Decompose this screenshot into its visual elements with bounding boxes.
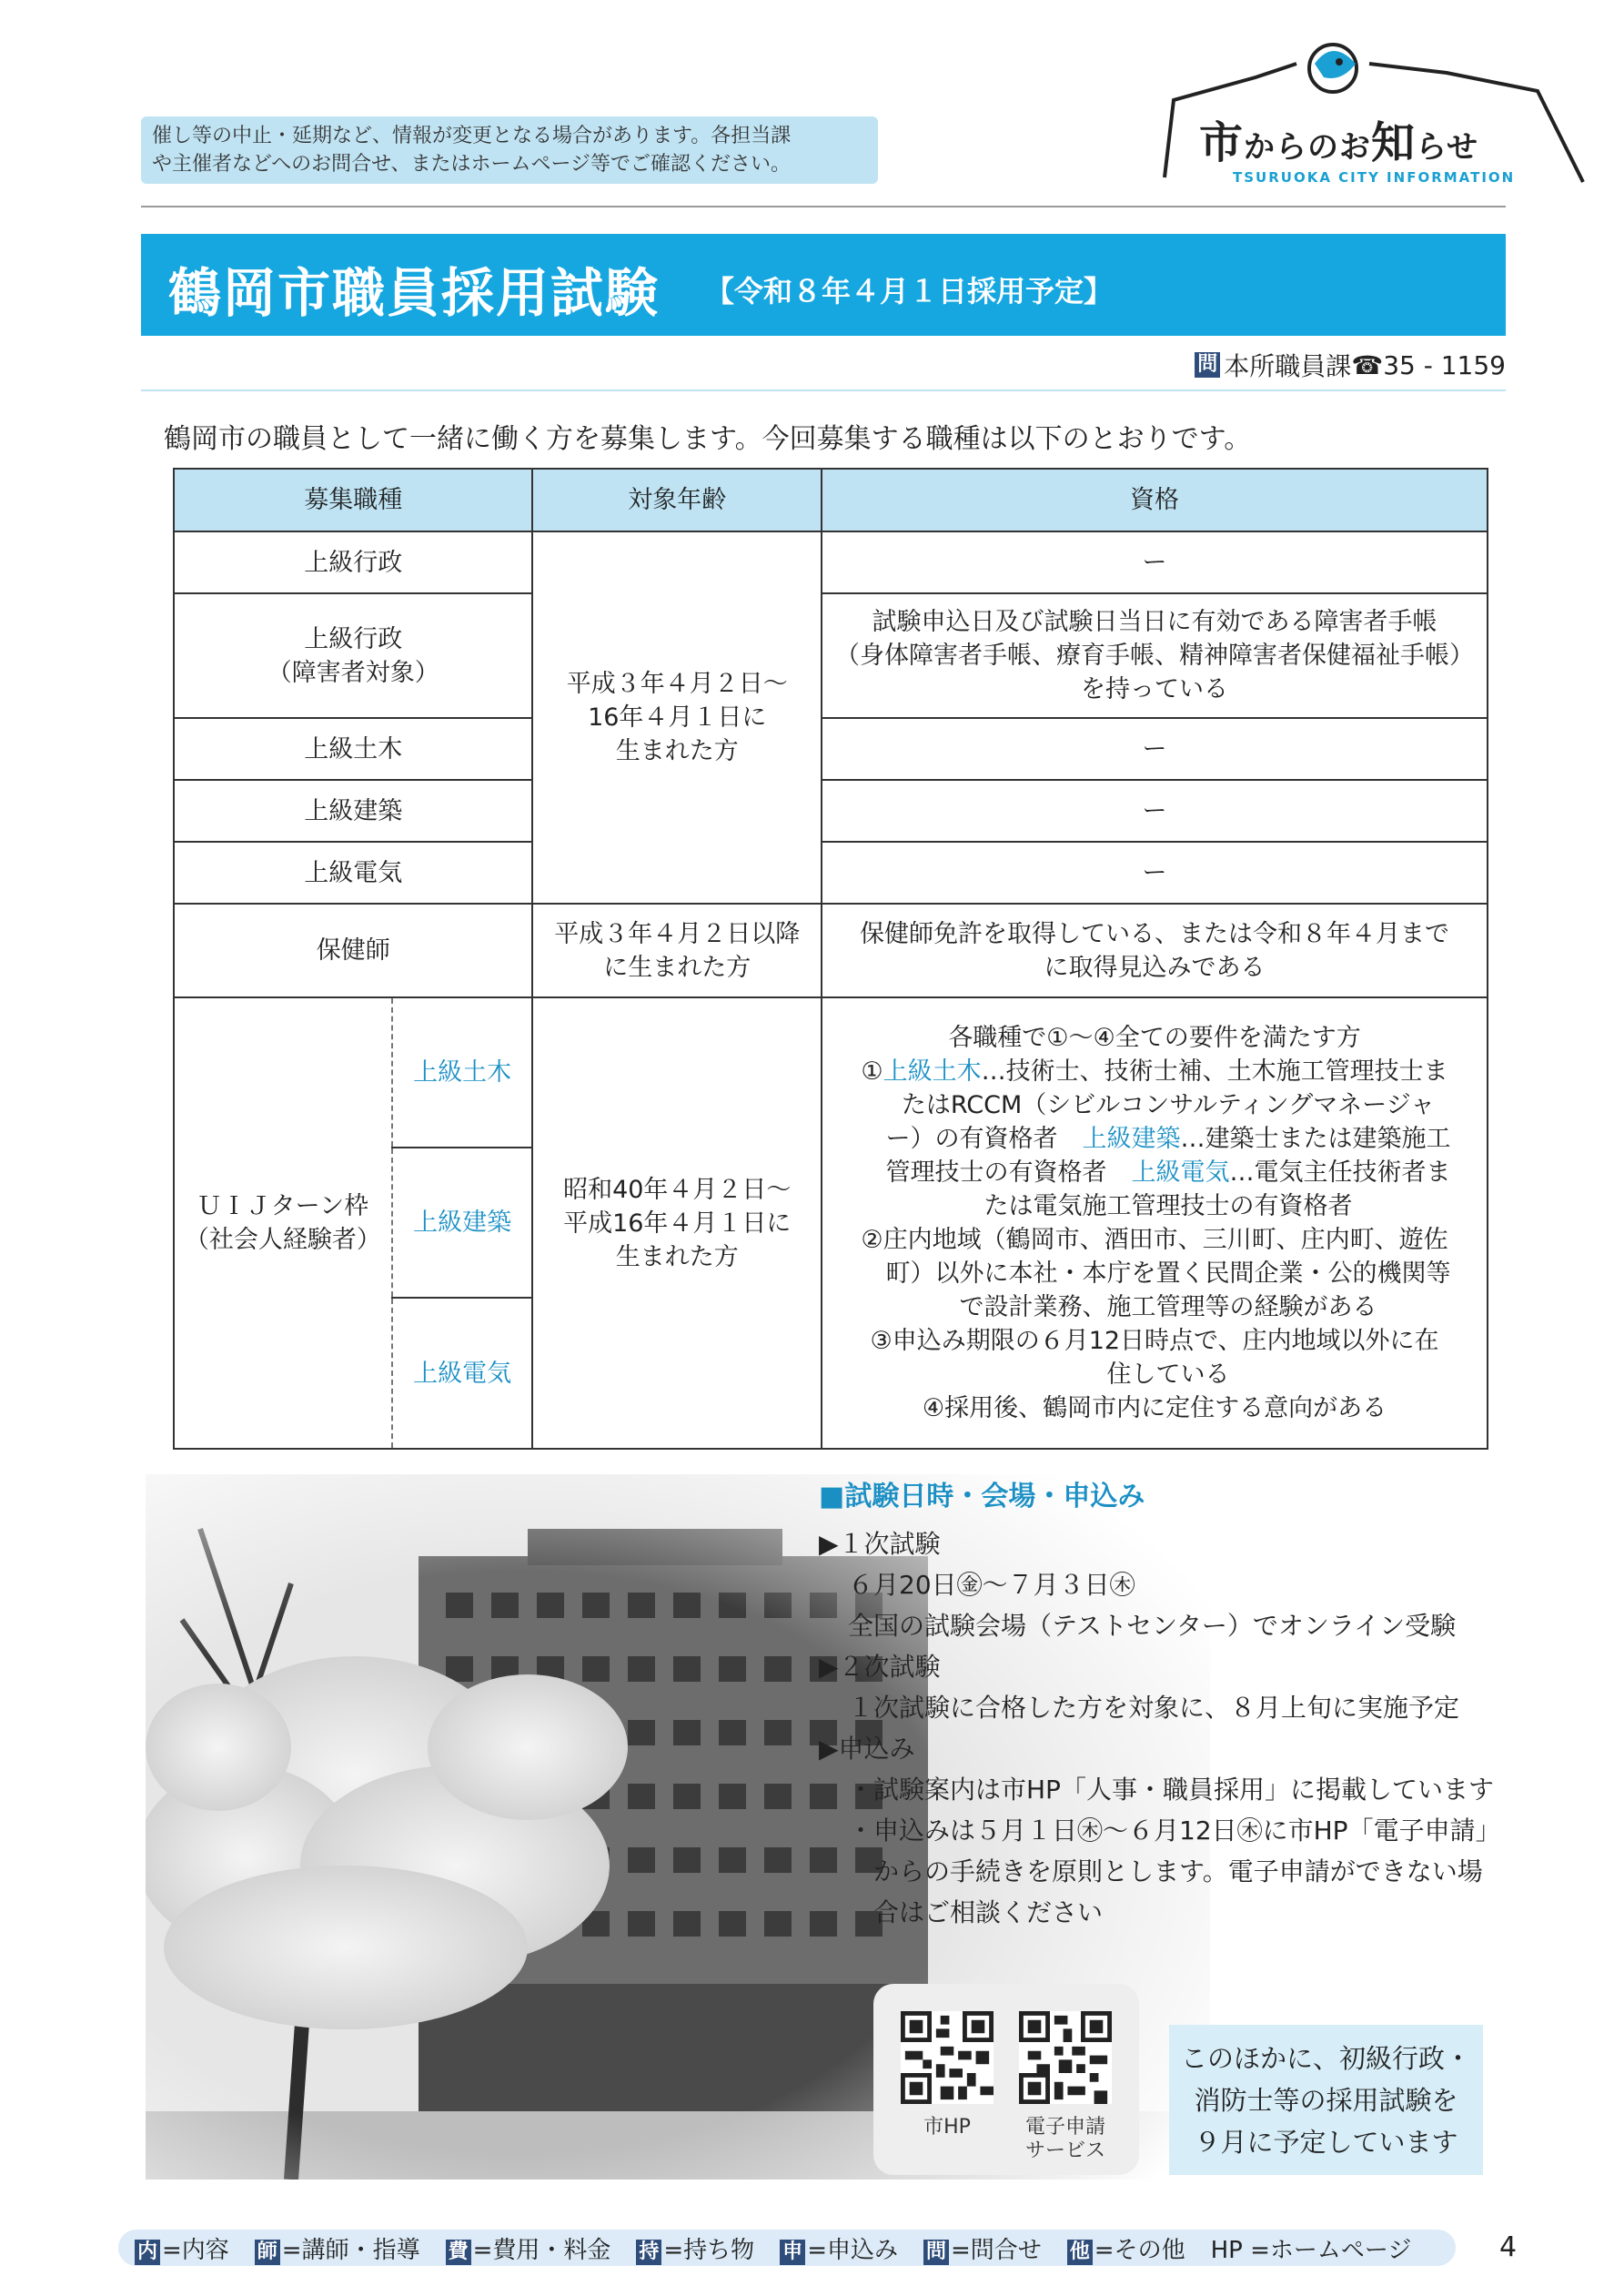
job-cell: 上級行政 <box>174 531 532 593</box>
schedule-heading: ■試験日時・会場・申込み <box>819 1481 1145 1512</box>
brand-title: 市からのお知らせ <box>1199 117 1479 168</box>
job-cell: 上級行政 （障害者対象） <box>174 593 532 718</box>
uij-requirements-cell: 各職種で①〜④全ての要件を満たす方 ①上級土木…技術士、技術士補、土木施工管理技士ま たはRCCM（シビルコンサルティングマネージャ ー）の有資格者 上級建築…建築士または建築施工 管理技士の有資格者 上級電気…電気主任技術者ま たは電気施工管理技士の有資格者 ②庄内地域（鶴岡市、酒田市、三川町、庄内町、遊佐 町）以外に本社・本庁を置く民間企業・公的機関等 で設計業務、施工管理等の経験がある ③申込み期限の６月12日時点で、庄内地域以外に在 住している ④採用後、鶴岡市内に定住する意向がある <box>822 997 1488 1449</box>
legend-item: HP =ホームページ <box>1210 2236 1412 2264</box>
uij-job-cell: ＵＩＪターン枠 （社会人経験者） <box>174 997 392 1449</box>
top-divider <box>141 206 1506 207</box>
legend-item: 内 =内容 <box>135 2231 229 2265</box>
table-header-row <box>174 469 1488 531</box>
table-row <box>174 842 1488 904</box>
second-exam-label: ▶２次試験 <box>819 1652 941 1682</box>
uij-age-cell: 昭和40年４月２日〜 平成16年４月１日に 生まれた方 <box>532 997 822 1449</box>
job-cell: 上級土木 <box>174 718 532 780</box>
apply-item: からの手続きを原則とします。電子申請ができない場 <box>873 1856 1483 1886</box>
future-exam-note: このほかに、初級行政・ 消防士等の採用試験を ９月に予定しています <box>1169 2025 1483 2175</box>
table-row <box>174 780 1488 842</box>
notice-line-1: 催し等の中止・延期など、情報が変更となる場合があります。各担当課 <box>152 125 792 147</box>
header-job: 募集職種 <box>174 469 532 531</box>
title-bar <box>141 234 1506 336</box>
legend-item: 持 =持ち物 <box>636 2231 754 2265</box>
brand-subtitle: TSURUOKA CITY INFORMATION <box>1233 169 1516 186</box>
qr-code-box <box>873 1984 1139 2175</box>
contact-phone: 35 - 1159 <box>1383 349 1506 380</box>
uij-sub-electrical: 上級電気 <box>392 1298 533 1449</box>
page-title: 鶴岡市職員採用試験 <box>168 262 661 324</box>
table-row-nurse <box>174 904 1488 997</box>
schedule-section <box>819 1474 1510 1933</box>
age-cell: 平成３年４月２日〜 16年４月１日に 生まれた方 <box>532 531 822 904</box>
qualification-cell: ー <box>822 531 1488 593</box>
page-subtitle: 【令和８年４月１日採用予定】 <box>705 274 1114 308</box>
legend-item: 費 =費用・料金 <box>446 2231 611 2265</box>
phone-icon: ☎ <box>1351 349 1384 380</box>
table-row <box>174 718 1488 780</box>
legend-item: 申 =申込み <box>780 2231 898 2265</box>
qualification-cell: ー <box>822 718 1488 780</box>
contact-department: 本所職員課 <box>1224 351 1352 381</box>
inquiry-badge: 問 <box>1195 352 1220 378</box>
qualification-cell: ー <box>822 780 1488 842</box>
legend-bar <box>118 2230 1456 2266</box>
contact-info <box>1195 347 1506 383</box>
apply-item: 合はご相談ください <box>873 1897 1104 1927</box>
first-exam-date: ６月20日㊎〜７月３日㊍ <box>848 1570 1135 1600</box>
job-cell: 上級電気 <box>174 842 532 904</box>
city-info-logo <box>1146 36 1601 196</box>
uij-sub-architecture: 上級建築 <box>392 1148 533 1298</box>
header-qualification: 資格 <box>822 469 1488 531</box>
apply-item: ・試験案内は市HP「人事・職員採用」に掲載しています <box>848 1775 1494 1805</box>
first-exam-place: 全国の試験会場（テストセンター）でオンライン受験 <box>848 1611 1457 1641</box>
table-row-uij <box>174 997 1488 1148</box>
job-cell: 保健師 <box>174 904 532 997</box>
first-exam-label: ▶１次試験 <box>819 1529 941 1559</box>
table-row <box>174 593 1488 718</box>
qualification-cell: 保健師免許を取得している、または令和８年４月まで に取得見込みである <box>822 904 1488 997</box>
contact-divider <box>141 389 1506 391</box>
intro-text: 鶴岡市の職員として一緒に働く方を募集します。今回募集する職種は以下のとおりです。 <box>164 423 1252 455</box>
uij-sub-civil: 上級土木 <box>392 997 533 1148</box>
header-age: 対象年齢 <box>532 469 822 531</box>
qualification-cell: ー <box>822 842 1488 904</box>
qualification-cell: 試験申込日及び試験日当日に有効である障害者手帳 （身体障害者手帳、療育手帳、精神障害者保健福祉手帳） を持っている <box>822 593 1488 718</box>
notice-box <box>141 116 878 184</box>
table-row <box>174 531 1488 593</box>
apply-label: ▶申込み <box>819 1734 915 1764</box>
legend-item: 他 =その他 <box>1067 2231 1185 2265</box>
age-cell: 平成３年４月２日以降 に生まれた方 <box>532 904 822 997</box>
city-hp-qr-icon[interactable] <box>901 2011 994 2104</box>
legend-item: 問 =問合せ <box>923 2231 1042 2265</box>
recruitment-table <box>173 468 1488 1450</box>
page-number: 4 <box>1499 2231 1518 2263</box>
qr-label-e-application: 電子申請 サービス <box>1024 2116 1105 2162</box>
legend-item: 師 =講師・指導 <box>255 2231 420 2265</box>
qr-label-city-hp: 市HP <box>923 2116 971 2139</box>
job-cell: 上級建築 <box>174 780 532 842</box>
e-application-qr-icon[interactable] <box>1019 2011 1112 2104</box>
apply-item: ・申込みは５月１日㊍〜６月12日㊍に市HP「電子申請」 <box>848 1816 1501 1846</box>
notice-line-2: や主催者などへのお問合せ、またはホームページ等でご確認ください。 <box>152 153 792 176</box>
second-exam-text: １次試験に合格した方を対象に、８月上旬に実施予定 <box>848 1693 1460 1723</box>
